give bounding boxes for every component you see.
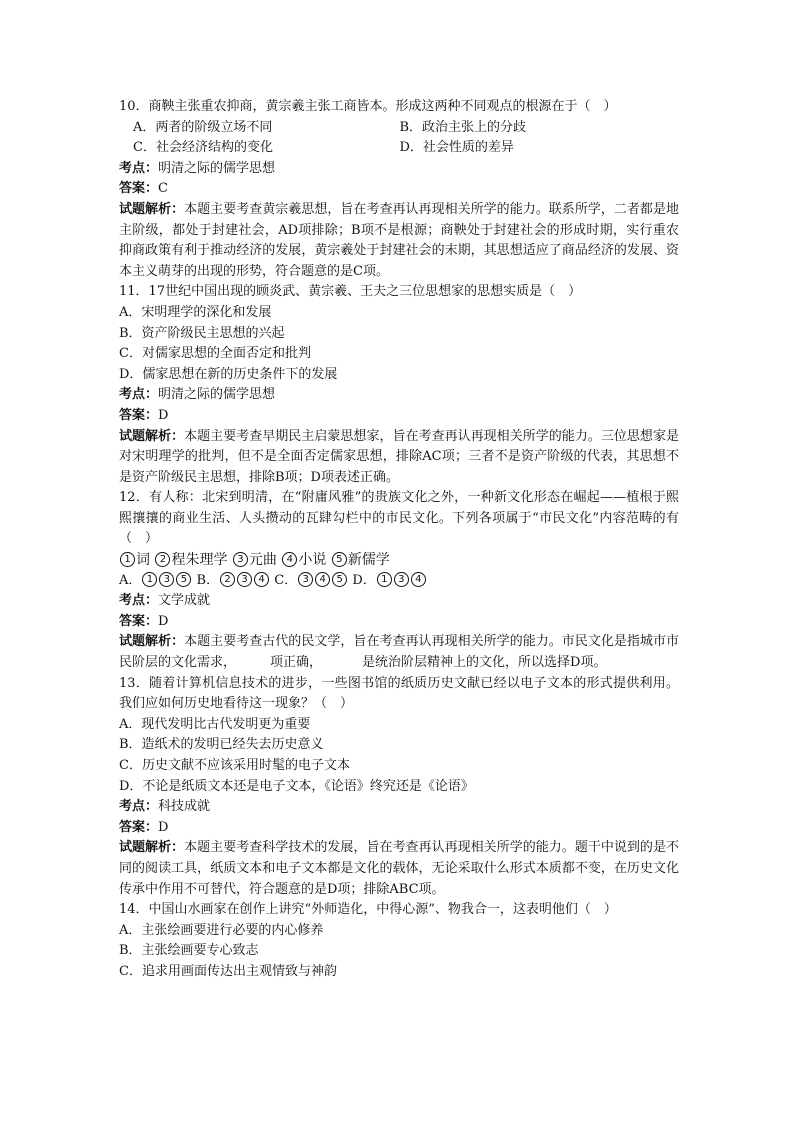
analysis-text: 本题主要考查科学技术的发展，旨在考查再认再现相关所学的能力。题干中说到的是不同的阅读工具，纸质文本和电子文本都是文化的载体，无论采取什么形式本质都不变，在历史文化传承中作用不可替代，符合题意的是D项；排除ABC项。 [119, 840, 679, 897]
answer-label: 答案： [119, 819, 159, 835]
q14-option-c: C．追求用画面传达出主观情致与神韵 [119, 963, 337, 979]
q12-analysis [119, 632, 679, 673]
kaodian-label: 考点： [119, 593, 159, 609]
analysis-label: 试题解析： [119, 840, 185, 856]
q12-items [119, 550, 679, 571]
q13-option-b: B．造纸术的发明已经失去历史意义 [119, 737, 324, 753]
circled-number: 2 [220, 572, 235, 587]
answer-label: 答案： [119, 181, 159, 197]
q12-choice-d-letter: D． [352, 572, 376, 588]
q11-stem: 11．17世纪中国出现的顾炎武、黄宗羲、王夫之三位思想家的思想实质是（ ） [119, 284, 582, 300]
q10-options-row-2 [119, 138, 679, 159]
kaodian-label: 考点： [119, 799, 159, 815]
q12-kaodian [119, 591, 679, 612]
circled-number: 3 [233, 552, 248, 567]
q10-option-b: B．政治主张上的分歧 [399, 119, 527, 135]
document-page [119, 97, 679, 983]
q10-analysis [119, 200, 679, 282]
q13-stem: 13．随着计算机信息技术的进步，一些图书馆的纸质历史文献已经以电子文本的形式提供利用。我们应如何历史地看待这一现象？（ ） [119, 675, 679, 712]
q12-item: 词 [136, 552, 150, 569]
q10-kaodian [119, 159, 679, 180]
answer-value: C [158, 181, 168, 197]
kaodian-value: 明清之际的儒学思想 [158, 160, 276, 176]
q10-answer [119, 179, 679, 200]
q13-option-a: A．现代发明比古代发明更为重要 [119, 716, 311, 732]
q11-option-c: C．对儒家思想的全面否定和批判 [119, 346, 311, 362]
analysis-text-3: 是统治阶层精神上的文化，所以选择D项。 [362, 655, 607, 671]
analysis-text-2: 项正确， [270, 655, 323, 671]
q14-option-a: A．主张绘画要进行必要的内心修养 [119, 922, 324, 938]
circled-number: 1 [377, 572, 392, 587]
analysis-label: 试题解析： [119, 201, 185, 217]
q11-option-b: B．资产阶级民主思想的兴起 [119, 325, 285, 341]
circled-number: 4 [254, 572, 269, 587]
kaodian-value: 文学成就 [158, 593, 211, 609]
circled-number: 5 [176, 572, 191, 587]
circled-number: 4 [411, 572, 426, 587]
analysis-text: 本题主要考查黄宗羲思想，旨在考查再认再现相关所学的能力。联系所学，二者都是地主阶级，都处于封建社会，AD项排除；B项不是根源；商鞅处于封建社会的形成时期，实行重农抑商政策有利于推动经济的发展，黄宗羲处于封建社会的末期，其思想适应了商品经济的发展、资本主义萌芽的出现的形势，符合题意的是C项。 [119, 201, 679, 279]
q12-stem: 12．有人称：北宋到明清，在“附庸风雅”的贵族文化之外，一种新文化形态在崛起——植根于熙熙攘攘的商业生活、人头攒动的瓦肆勾栏中的市民文化。下列各项属于“市民文化”内容范畴的有（ ） [119, 490, 679, 547]
q10-option-a: A．两者的阶级立场不同 [133, 119, 273, 135]
q13-analysis [119, 838, 679, 900]
q11-analysis [119, 427, 679, 489]
kaodian-value: 明清之际的儒学思想 [158, 387, 276, 403]
q10-option-c: C．社会经济结构的变化 [133, 140, 273, 156]
circled-number: 4 [315, 572, 330, 587]
q12-item: 元曲 [248, 552, 277, 569]
q12-item: 新儒学 [347, 552, 390, 569]
kaodian-label: 考点： [119, 387, 159, 403]
q12-choice-a-letter: A． [119, 572, 142, 588]
circled-number: 4 [282, 552, 297, 567]
q14-option-b: B．主张绘画要专心致志 [119, 943, 259, 959]
kaodian-label: 考点： [119, 160, 159, 176]
q11-answer [119, 406, 679, 427]
q13-option-c: C．历史文献不应该采用时髦的电子文本 [119, 758, 350, 773]
circled-number: 1 [142, 572, 157, 587]
answer-label: 答案： [119, 613, 159, 629]
answer-value: D [158, 613, 169, 629]
q12-item: 程朱理学 [171, 552, 228, 569]
analysis-text-1: 本题主要考查古代的民文学，旨在考查再认再现相关所学的能力。市民文化是指城市市民阶层的文化需求， [119, 634, 679, 671]
q11-option-a: A．宋明理学的深化和发展 [119, 304, 272, 320]
q10-option-d: D．社会性质的差异 [399, 140, 514, 156]
circled-number: 5 [332, 552, 347, 567]
q14-stem: 14．中国山水画家在创作上讲究“外师造化，中得心源”、物我合一，这表明他们（ ） [119, 902, 617, 918]
q12-answer [119, 612, 679, 633]
q13-answer [119, 818, 679, 839]
circled-number: 1 [120, 552, 135, 567]
q11-kaodian [119, 385, 679, 406]
answer-value: D [158, 819, 169, 835]
analysis-label: 试题解析： [119, 428, 185, 444]
answer-label: 答案： [119, 407, 159, 423]
q11-option-d: D．儒家思想在新的历史条件下的发展 [119, 366, 338, 382]
circled-number: 2 [155, 552, 170, 567]
circled-number: 5 [332, 572, 347, 587]
analysis-text: 本题主要考查早期民主启蒙思想家，旨在考查再认再现相关所学的能力。三位思想家是对宋明理学的批判，但不是全面否定儒家思想，排除AC项；三者不是资产阶级的代表，其思想不是资产阶级民主思想，排除B项；D项表述正确。 [119, 428, 679, 485]
q12-choice-b-letter: B． [196, 572, 220, 588]
kaodian-value: 科技成就 [158, 799, 211, 815]
circled-number: 3 [298, 572, 313, 587]
q12-item: 小说 [298, 552, 327, 569]
q13-option-d: D．不论是纸质文本还是电子文本，《论语》终究还是《论语》 [119, 778, 474, 794]
q12-choice-c-letter: C． [274, 572, 298, 588]
q12-choices [119, 571, 679, 592]
analysis-label: 试题解析： [119, 634, 185, 650]
q13-kaodian [119, 797, 679, 818]
q10-options-row-1 [119, 118, 679, 139]
circled-number: 3 [237, 572, 252, 587]
q10-stem: 10．商鞅主张重农抑商，黄宗羲主张工商皆本。形成这两种不同观点的根源在于（ ） [119, 99, 617, 114]
circled-number: 3 [159, 572, 174, 587]
answer-value: D [158, 407, 169, 423]
circled-number: 3 [394, 572, 409, 587]
